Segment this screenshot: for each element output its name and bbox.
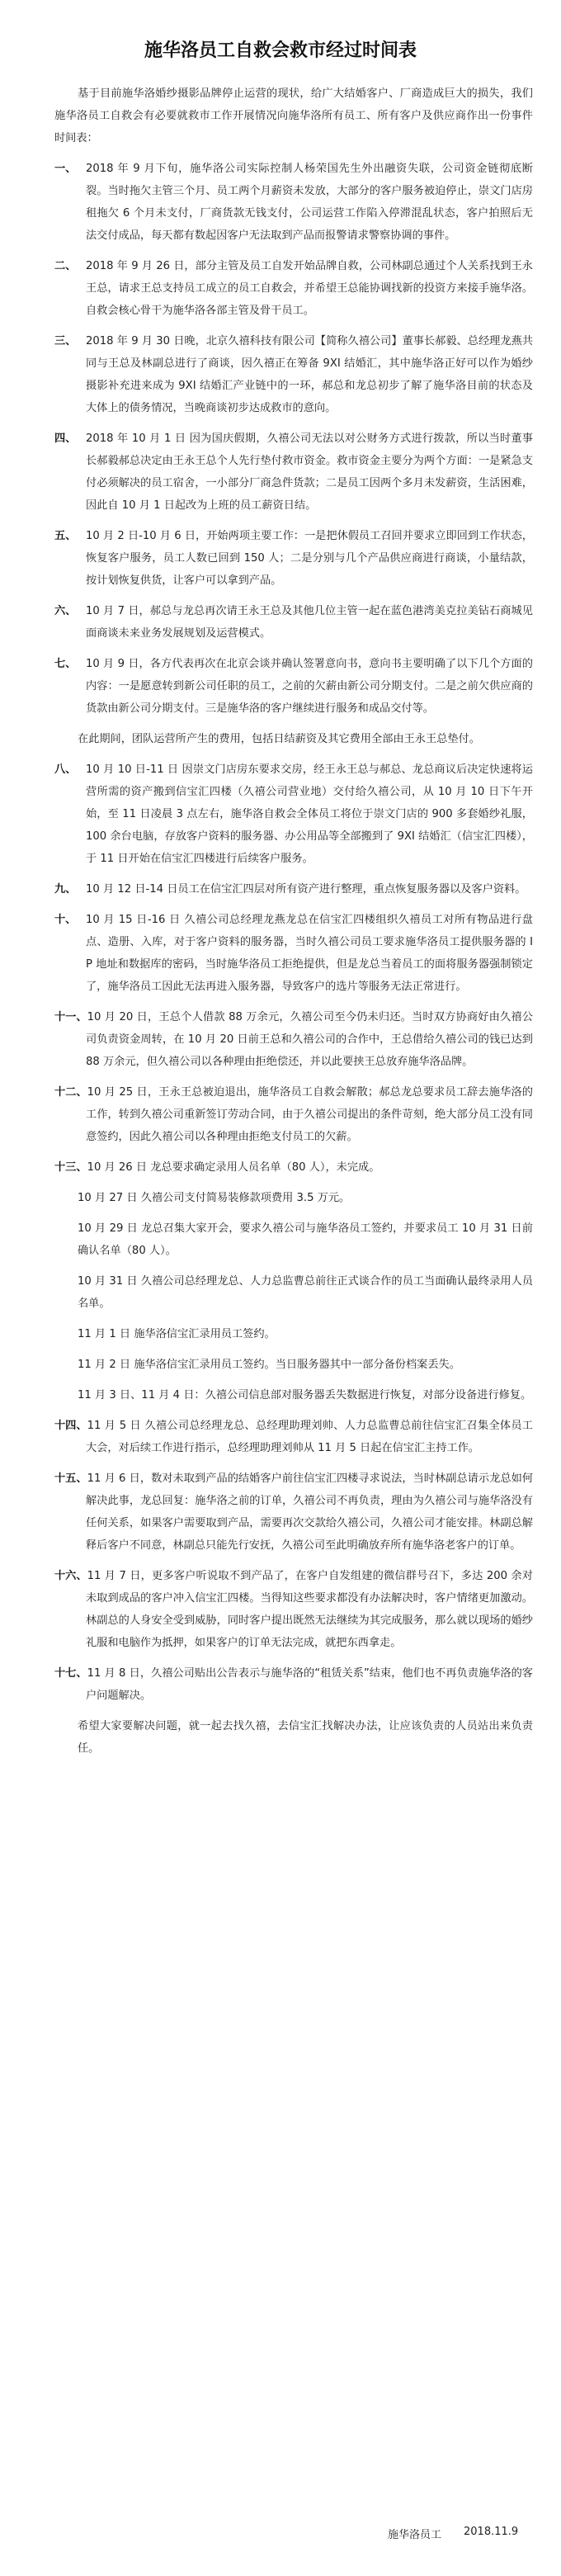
item-text: 10 月 27 日 久禧公司支付简易装修款项费用 3.5 万元。 xyxy=(78,1192,351,1204)
item-text: 11 月 2 日 施华洛信宝汇录用员工签约。当日服务器其中一部分备份档案丢失。 xyxy=(78,1359,460,1371)
timeline-item xyxy=(0,1384,561,1406)
timeline-item xyxy=(31,330,561,419)
item-number: 十六、 xyxy=(54,1570,87,1582)
item-text: 11 月 5 日 久禧公司总经理龙总、总经理助理刘帅、人力总监曹总前往信宝汇召集全体员工大会，对后续工作进行指示，总经理助理刘帅从 11 月 5 日起在信宝汇主持工作。 xyxy=(86,1420,533,1454)
item-text: 10 月 20 日，王总个人借款 88 万余元，久禧公司至今仍未归还。当时双方协商好由久禧公司负责资金周转，在 10 月 20 日前王总和久禧公司的合作中，王总借给久禧公司的钱已达到 88 万余元，但久禧公司以各种理由拒绝偿还，并以此要挟王总放弃施华洛品牌。 xyxy=(86,1011,533,1068)
item-text: 11 月 3 日、11 月 4 日：久禧公司信息部对服务器丢失数据进行恢复，对部分设备进行修复。 xyxy=(78,1389,532,1401)
timeline-item xyxy=(31,1415,561,1459)
item-number: 五、 xyxy=(54,530,77,542)
item-number: 九、 xyxy=(54,883,77,896)
item-text: 希望大家要解决问题，就一起去找久禧，去信宝汇找解决办法，让应该负责的人员站出来负责任。 xyxy=(78,1720,533,1755)
item-text: 11 月 7 日，更多客户听说取不到产品了，在客户自发组建的微信群号召下，多达 200 余对未取到成品的客户冲入信宝汇四楼。当得知这些要求都没有办法解决时，客户情绪更加激动。林副总的人身安全受到威胁，同时客户提出既然无法继续为其完成服务，那么就以现场的婚纱礼服和电脑作为抵押，如果客户的订单无法完成，就把东西拿走。 xyxy=(86,1570,533,1649)
item-text: 10 月 10 日-11 日 因崇文门店房东要求交房，经王永王总与郝总、龙总商议后决定快速将运营所需的资产搬到信宝汇四楼（久禧公司营业地）交付给久禧公司，从 10 月 10 日下午开始，至 11 日凌晨 3 点左右，施华洛自救会全体员工将位于崇文门店的 900 多套婚纱礼服，100 余台电脑，存放客户资料的服务器、办公用品等全部搬到了 9XI 结婚汇（信宝汇四楼），于 11 日开始在信宝汇四楼进行后续客户服务。 xyxy=(86,763,533,865)
timeline-item xyxy=(0,1323,561,1345)
item-number: 二、 xyxy=(54,260,77,272)
item-number: 十三、 xyxy=(54,1161,87,1174)
timeline-item xyxy=(0,1217,561,1262)
item-text: 在此期间，团队运营所产生的费用，包括日结薪资及其它费用全部由王永王总垫付。 xyxy=(78,733,480,745)
timeline-item xyxy=(31,1565,561,1654)
item-text: 10 月 26 日 龙总要求确定录用人员名单（80 人），未完成。 xyxy=(87,1161,380,1174)
item-number: 十四、 xyxy=(54,1420,87,1432)
timeline-item xyxy=(31,909,561,998)
item-number: 六、 xyxy=(54,605,77,617)
item-text: 10 月 15 日-16 日 久禧公司总经理龙燕龙总在信宝汇四楼组织久禧员工对所有物品进行盘点、造册、入库，对于客户资料的服务器，当时久禧公司员工要求施华洛员工提供服务器的 IP 地址和数据库的密码，当时施华洛员工拒绝提供，但是龙总当着员工的面将服务器强制锁定了，施华洛员工因此无法再进入服务器，导致客户的选片等服务无法正常进行。 xyxy=(86,914,533,993)
item-text: 11 月 8 日，久禧公司贴出公告表示与施华洛的“租赁关系”结束，他们也不再负责施华洛的客户问题解决。 xyxy=(86,1667,533,1702)
timeline-item xyxy=(31,1156,561,1179)
item-number: 十一、 xyxy=(54,1011,87,1023)
timeline-item xyxy=(31,525,561,592)
item-number: 七、 xyxy=(54,658,77,670)
timeline-item xyxy=(0,1354,561,1376)
item-number: 十、 xyxy=(54,914,77,926)
signature-name: 施华洛员工 xyxy=(388,2529,442,2541)
timeline-item xyxy=(31,255,561,322)
timeline-item xyxy=(31,653,561,720)
timeline-item xyxy=(31,1662,561,1707)
item-number: 八、 xyxy=(54,763,77,776)
item-number: 四、 xyxy=(54,432,77,445)
timeline-item xyxy=(0,1715,561,1760)
timeline-item xyxy=(31,158,561,247)
timeline-list xyxy=(0,158,561,1760)
item-text: 10 月 9 日，各方代表再次在北京会谈并确认签署意向书，意向书主要明确了以下几个方面的内容：一是愿意转到新公司任职的员工，之前的欠薪由新公司分期支付。二是之前欠供应商的货款由新公司分期支付。三是施华洛的客户继续进行服务和成品交付等。 xyxy=(86,658,533,715)
item-text: 11 月 6 日，数对未取到产品的结婚客户前往信宝汇四楼寻求说法，当时林副总请示龙总如何解决此事，龙总回复：施华洛之前的订单，久禧公司不再负责，理由为久禧公司与施华洛没有任何关系，如果客户需要取到产品，需要再次交款给久禧公司，久禧公司才能安排。林副总解释后客户不同意，林副总只能先行安抚，久禧公司至此明确放弃所有施华洛老客户的订单。 xyxy=(86,1472,533,1552)
item-text: 10 月 12 日-14 日员工在信宝汇四层对所有资产进行整理，重点恢复服务器以及客户资料。 xyxy=(86,883,526,896)
timeline-item xyxy=(31,600,561,645)
item-text: 2018 年 9 月 30 日晚，北京久禧科技有限公司【简称久禧公司】董事长郝毅、总经理龙燕共同与王总及林副总进行了商谈，因久禧正在筹备 9XI 结婚汇，其中施华洛正好可以作为婚纱摄影补充进来成为 9XI 结婚汇产业链中的一环，郝总和龙总初步了解了施华洛目前的状态及大体上的债务情况，当晚商谈初步达成救市的意向。 xyxy=(86,335,533,414)
timeline-item xyxy=(0,728,561,750)
item-text: 10 月 25 日，王永王总被迫退出，施华洛员工自救会解散；郝总龙总要求员工辞去施华洛的工作，转到久禧公司重新签订劳动合同，由于久禧公司提出的条件苛刻，绝大部分员工没有同意签约，因此久禧公司以各种理由拒绝支付员工的欠薪。 xyxy=(86,1086,533,1143)
item-text: 10 月 31 日 久禧公司总经理龙总、人力总监曹总前往正式谈合作的员工当面确认最终录用人员名单。 xyxy=(78,1275,533,1310)
timeline-item xyxy=(31,878,561,900)
timeline-item xyxy=(31,1468,561,1557)
item-number: 一、 xyxy=(54,163,77,175)
item-text: 10 月 7 日，郝总与龙总再次请王永王总及其他几位主管一起在蓝色港湾美克拉美钻石商城见面商谈未来业务发展规划及运营模式。 xyxy=(86,605,533,640)
item-text: 11 月 1 日 施华洛信宝汇录用员工签约。 xyxy=(78,1328,276,1340)
signature-date: 2018.11.9 xyxy=(464,2526,519,2538)
item-text: 2018 年 9 月 26 日，部分主管及员工自发开始品牌自救，公司林副总通过个人关系找到王永王总，请求王总支持员工成立的员工自救会，并希望王总能协调找新的投资方来接手施华洛。自救会核心骨干为施华洛各部主管及骨干员工。 xyxy=(86,260,533,317)
timeline-item xyxy=(0,1270,561,1315)
item-text: 10 月 2 日-10 月 6 日，开始两项主要工作：一是把休假员工召回并要求立即回到工作状态，恢复客户服务，员工人数已回到 150 人；二是分别与几个产品供应商进行商谈，小量结款，按计划恢复供货，让客户可以拿到产品。 xyxy=(86,530,533,587)
item-number: 十七、 xyxy=(54,1667,87,1680)
document-title: 施华洛员工自救会救市经过时间表 xyxy=(144,40,417,61)
item-number: 三、 xyxy=(54,335,77,347)
item-text: 2018 年 9 月下旬，施华洛公司实际控制人杨荣国先生外出融资失联，公司资金链彻底断裂。当时拖欠主管三个月、员工两个月薪资未发放，大部分的客户服务被迫停止，崇文门店房租拖欠 6 个月未支付，厂商货款无钱支付，公司运营工作陷入停滞混乱状态，客户拍照后无法交付成品，每天都有数起因客户无法取到产品而报警请求警察协调的事件。 xyxy=(86,163,533,242)
timeline-item xyxy=(31,428,561,517)
item-text: 2018 年 10 月 1 日 因为国庆假期，久禧公司无法以对公财务方式进行拨款，所以当时董事长郝毅郝总决定由王永王总个人先行垫付救市资金。救市资金主要分为两个方面：一是紧急支付必须解决的员工宿舍，一小部分厂商急件货款；二是员工因两个多月未发薪资，生活困难，因此自 10 月 1 日起改为上班的员工薪资日结。 xyxy=(86,432,533,512)
intro-paragraph: 基于目前施华洛婚纱摄影品牌停止运营的现状，给广大结婚客户、厂商造成巨大的损失，我们施华洛员工自救会有必要就救市工作开展情况向施华洛所有员工、所有客户及供应商作出一份事件时间表： xyxy=(54,87,533,144)
item-text: 10 月 29 日 龙总召集大家开会，要求久禧公司与施华洛员工签约，并要求员工 10 月 31 日前确认名单（80 人）。 xyxy=(78,1222,533,1257)
item-number: 十五、 xyxy=(54,1472,87,1485)
document-body xyxy=(0,83,561,1768)
timeline-item xyxy=(0,1187,561,1209)
timeline-item xyxy=(31,759,561,870)
timeline-item xyxy=(31,1081,561,1148)
timeline-item xyxy=(31,1006,561,1073)
item-number: 十二、 xyxy=(54,1086,87,1099)
